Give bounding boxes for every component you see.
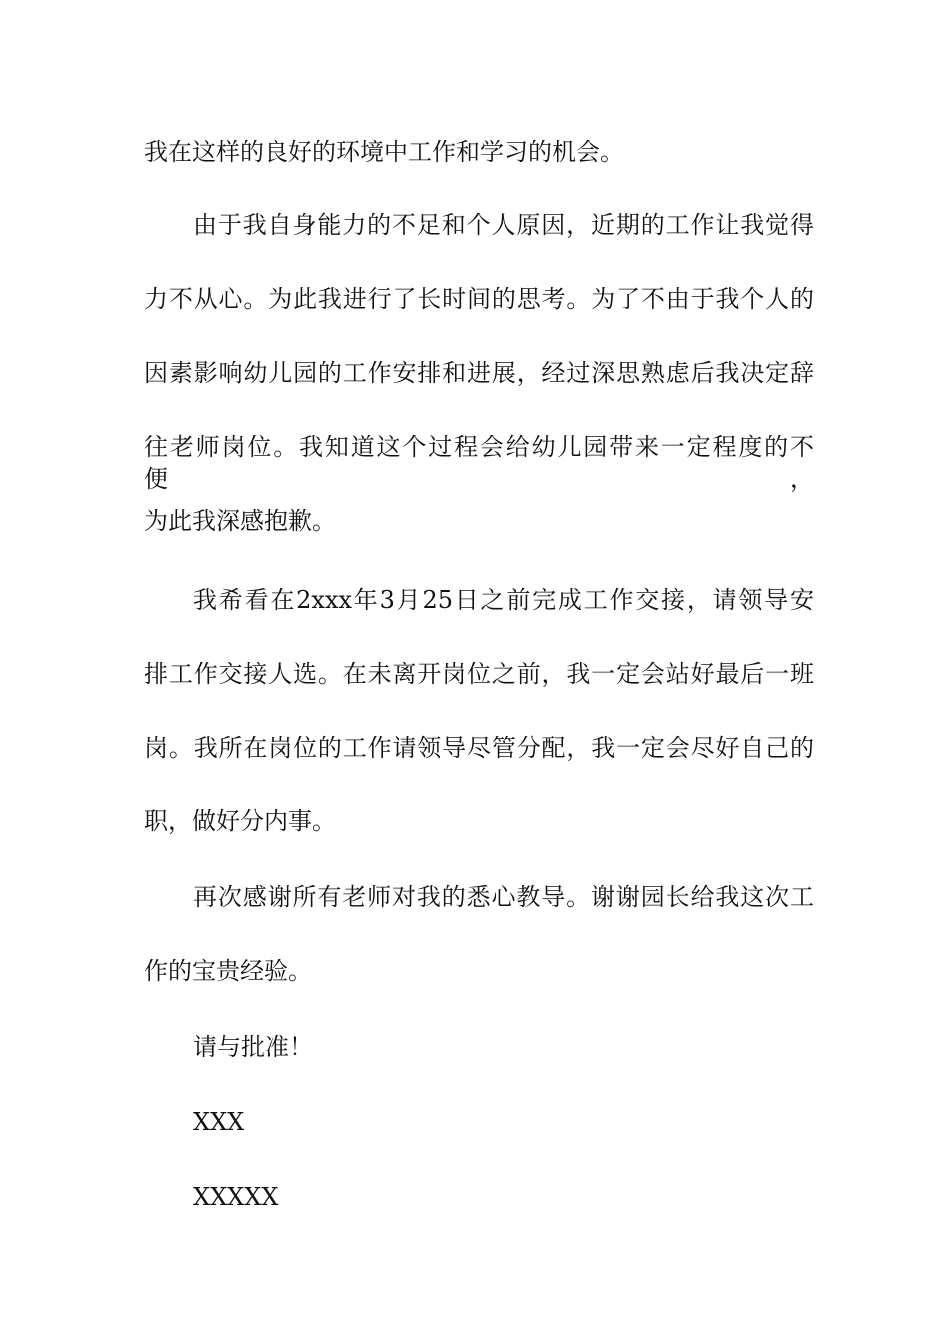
paragraph-line: 岗。我所在岗位的工作请领导尽管分配，我一定会尽好自己的 xyxy=(144,734,814,762)
paragraph-line: 力不从心。为此我进行了长时间的思考。为了不由于我个人的 xyxy=(144,285,814,313)
paragraph-line: 再次感谢所有老师对我的悉心教导。谢谢园长给我这次工 xyxy=(193,883,814,911)
paragraph-line: 职，做好分内事。 xyxy=(144,807,336,835)
signature-name: XXX xyxy=(193,1108,245,1136)
paragraph-line: 为此我深感抱歉。 xyxy=(144,507,336,535)
paragraph-line: 往老师岗位。我知道这个过程会给幼儿园带来一定程度的不便， xyxy=(144,433,814,493)
signature-date: XXXXX xyxy=(193,1183,279,1211)
paragraph-line: 排工作交接人选。在未离开岗位之前，我一定会站好最后一班 xyxy=(144,660,814,688)
paragraph-line: 由于我自身能力的不足和个人原因，近期的工作让我觉得 xyxy=(193,211,814,239)
paragraph-line: 作的宝贵经验。 xyxy=(144,957,312,985)
closing-request: 请与批准！ xyxy=(193,1033,313,1061)
paragraph-line: 我在这样的良好的环境中工作和学习的机会。 xyxy=(144,138,624,166)
paragraph-line: 因素影响幼儿园的工作安排和进展，经过深思熟虑后我决定辞 xyxy=(144,359,814,387)
paragraph-line: 我希看在2xxx年3月25日之前完成工作交接，请领导安 xyxy=(193,586,814,614)
